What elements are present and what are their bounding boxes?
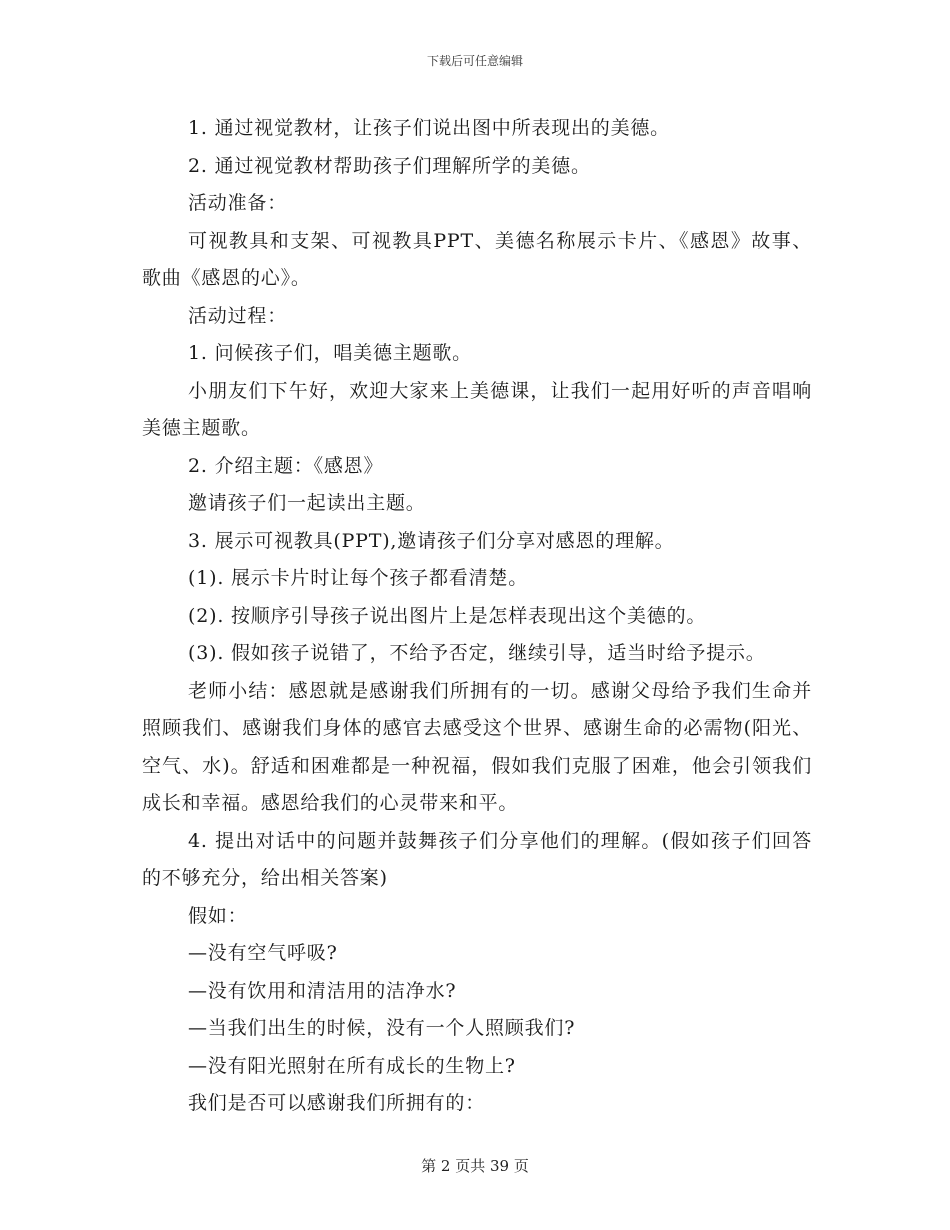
heading-process: 活动过程：: [188, 304, 288, 327]
paragraph-greeting: 小朋友们下午好，欢迎大家来上美德课，让我们一起用好听的声音唱响美德主题歌。: [142, 379, 812, 439]
document-body: [142, 110, 812, 1123]
paragraph-step-4: 4. 提出对话中的问题并鼓舞孩子们分享他们的理解。(假如孩子们回答的不够充分，给出相关答案): [142, 829, 812, 889]
page-number: 第 2 页共 39 页: [421, 1157, 529, 1175]
heading-preparation: 活动准备：: [188, 192, 288, 214]
paragraph-step-2: 2. 介绍主题：《感恩》: [188, 454, 384, 477]
paragraph-substep-3: (3). 假如孩子说错了，不给予否定，继续引导，适当时给予提示。: [188, 642, 766, 664]
paragraph-materials: 可视教具和支架、可视教具PPT、美德名称展示卡片、《感恩》故事、歌曲《感恩的心》。: [142, 229, 812, 289]
paragraph-substep-1: (1). 展示卡片时让每个孩子都看清楚。: [188, 567, 528, 589]
list-item: —没有空气呼吸?: [188, 942, 338, 964]
page-header: 下载后可任意编辑: [426, 54, 523, 68]
paragraph-substep-2: (2). 按顺序引导孩子说出图片上是怎样表现出这个美德的。: [188, 604, 707, 627]
paragraph-step-3: 3. 展示可视教具(PPT),邀请孩子们分享对感恩的理解。: [188, 529, 675, 552]
list-item: —没有饮用和清洁用的洁净水?: [188, 979, 457, 1002]
paragraph-closing-question: 我们是否可以感谢我们所拥有的：: [188, 1092, 486, 1114]
list-item: —当我们出生的时候，没有一个人照顾我们?: [188, 1017, 576, 1039]
paragraph-goal-2: 2. 通过视觉教材帮助孩子们理解所学的美德。: [188, 154, 591, 177]
paragraph-read-theme: 邀请孩子们一起读出主题。: [188, 492, 426, 514]
paragraph-teacher-summary: 老师小结：感恩就是感谢我们所拥有的一切。感谢父母给予我们生命并照顾我们、感谢我们身体的感官去感受这个世界、感谢生命的必需物(阳光、空气、水)。舒适和困难都是一种祝福，假如我们克服了困难，他会引领我们成长和幸福。感恩给我们的心灵带来和平。: [142, 679, 812, 814]
list-item: —没有阳光照射在所有成长的生物上?: [188, 1054, 516, 1077]
paragraph-goal-1: 1. 通过视觉教材，让孩子们说出图中所表现出的美德。: [188, 117, 670, 139]
paragraph-if: 假如：: [188, 904, 248, 927]
paragraph-step-1: 1. 问候孩子们，唱美德主题歌。: [188, 342, 472, 364]
